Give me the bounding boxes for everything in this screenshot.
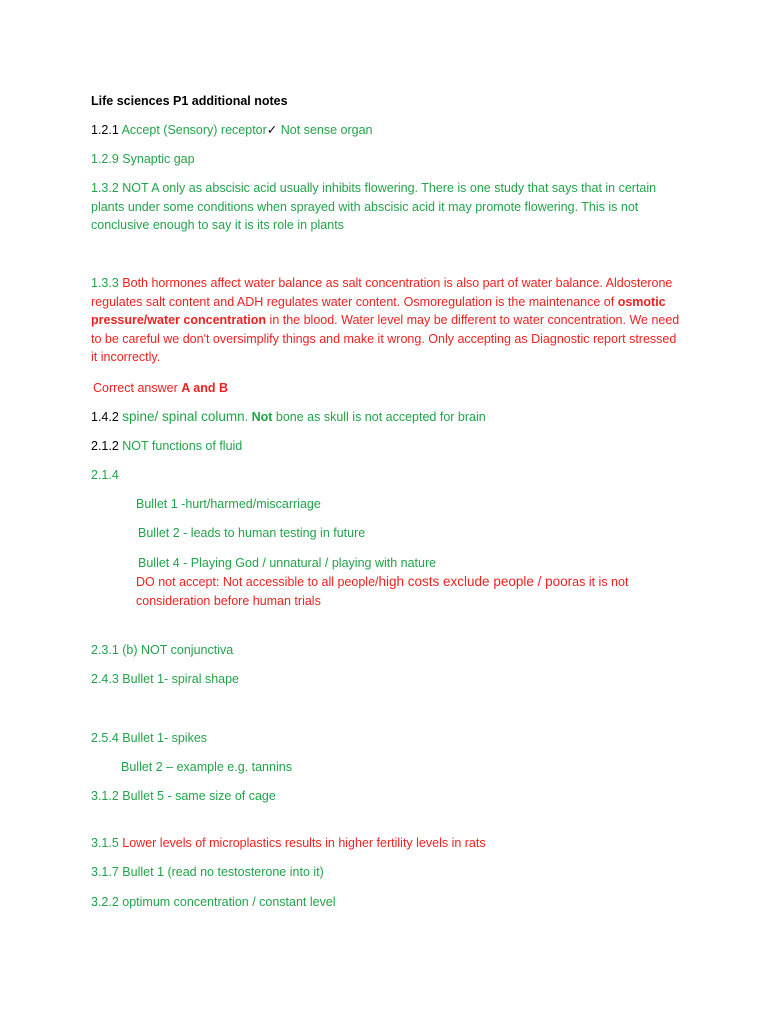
note-2-4-3: 2.4.3 Bullet 1- spiral shape (91, 672, 240, 686)
correct-answer-value: A and B (181, 381, 228, 395)
bullet-item: Bullet 4 - Playing God / unnatural / playing with nature (138, 556, 437, 570)
note-2-1-4: 2.1.4 (91, 468, 119, 482)
note-text: as it is not consideration before human trials (136, 575, 629, 608)
note-text: . (244, 410, 252, 424)
bullet-item: Bullet 2 – example e.g. tannins (121, 760, 292, 774)
note-text: Accept (Sensory) receptor (121, 123, 267, 137)
note-2-1-2 (91, 437, 683, 456)
note-emphasis: osmotic pressure/water concentration (91, 294, 666, 327)
note-3-1-5 (91, 834, 683, 853)
note-text: Both hormones affect water balance as salt concentration is also part of water balance. Aldosterone regulates salt content and ADH regulates water content. Osmoregulation is the maintenance of (91, 276, 673, 309)
note-number: 1.4.2 (91, 410, 123, 424)
document-title: Life sciences P1 additional notes (91, 94, 288, 108)
note-number: 1.2.1 (91, 123, 122, 137)
note-text: in the blood. Water level may be different to water concentration. We need to be careful we don't oversimplify things and make it wrong. Only accepting as Diagnostic report stressed it incorrectly. (91, 313, 680, 364)
note-text: Not sense organ (277, 123, 373, 137)
bullet-item: Bullet 1 -hurt/harmed/miscarriage (136, 497, 321, 511)
note-emphasis: Not (251, 410, 273, 424)
note-1-3-2: 1.3.2 NOT A only as abscisic acid usually inhibits flowering. There is one study that says that in certain plants under some conditions when sprayed with abscisic acid it may promote flowering. This is not conclusive enough to say it is its role in plants (91, 181, 657, 232)
checkmark-icon: ✓ (266, 123, 278, 137)
bullet-item: Bullet 2 - leads to human testing in future (138, 526, 366, 540)
note-number: 2.1.2 (91, 439, 123, 453)
note-text: bone as skull is not accepted for brain (272, 410, 486, 424)
note-text: Lower levels of microplastics results in higher fertility levels in rats (122, 836, 486, 850)
note-1-3-3 (91, 274, 683, 367)
note-1-4-2 (91, 408, 683, 427)
correct-answer (93, 379, 685, 398)
note-number: 1.3.3 (91, 276, 123, 290)
note-2-5-4: 2.5.4 Bullet 1- spikes (91, 731, 208, 745)
note-text: NOT functions of fluid (122, 439, 243, 453)
correct-answer-label: Correct answer (93, 381, 182, 395)
note-text: high costs exclude people / poor (378, 574, 573, 589)
note-text: DO not accept: Not accessible to all people/ (136, 575, 379, 589)
note-3-1-7: 3.1.7 Bullet 1 (read no testosterone into it) (91, 865, 324, 879)
note-1-2-9: 1.2.9 Synaptic gap (91, 152, 195, 166)
note-1-2-1 (91, 121, 683, 140)
note-number: 3.1.5 (91, 836, 123, 850)
note-text: spine/ spinal column (122, 409, 245, 424)
note-3-1-2: 3.1.2 Bullet 5 - same size of cage (91, 789, 276, 803)
do-not-accept-note (136, 573, 681, 610)
note-2-3-1: 2.3.1 (b) NOT conjunctiva (91, 643, 234, 657)
note-3-2-2: 3.2.2 optimum concentration / constant level (91, 895, 336, 909)
